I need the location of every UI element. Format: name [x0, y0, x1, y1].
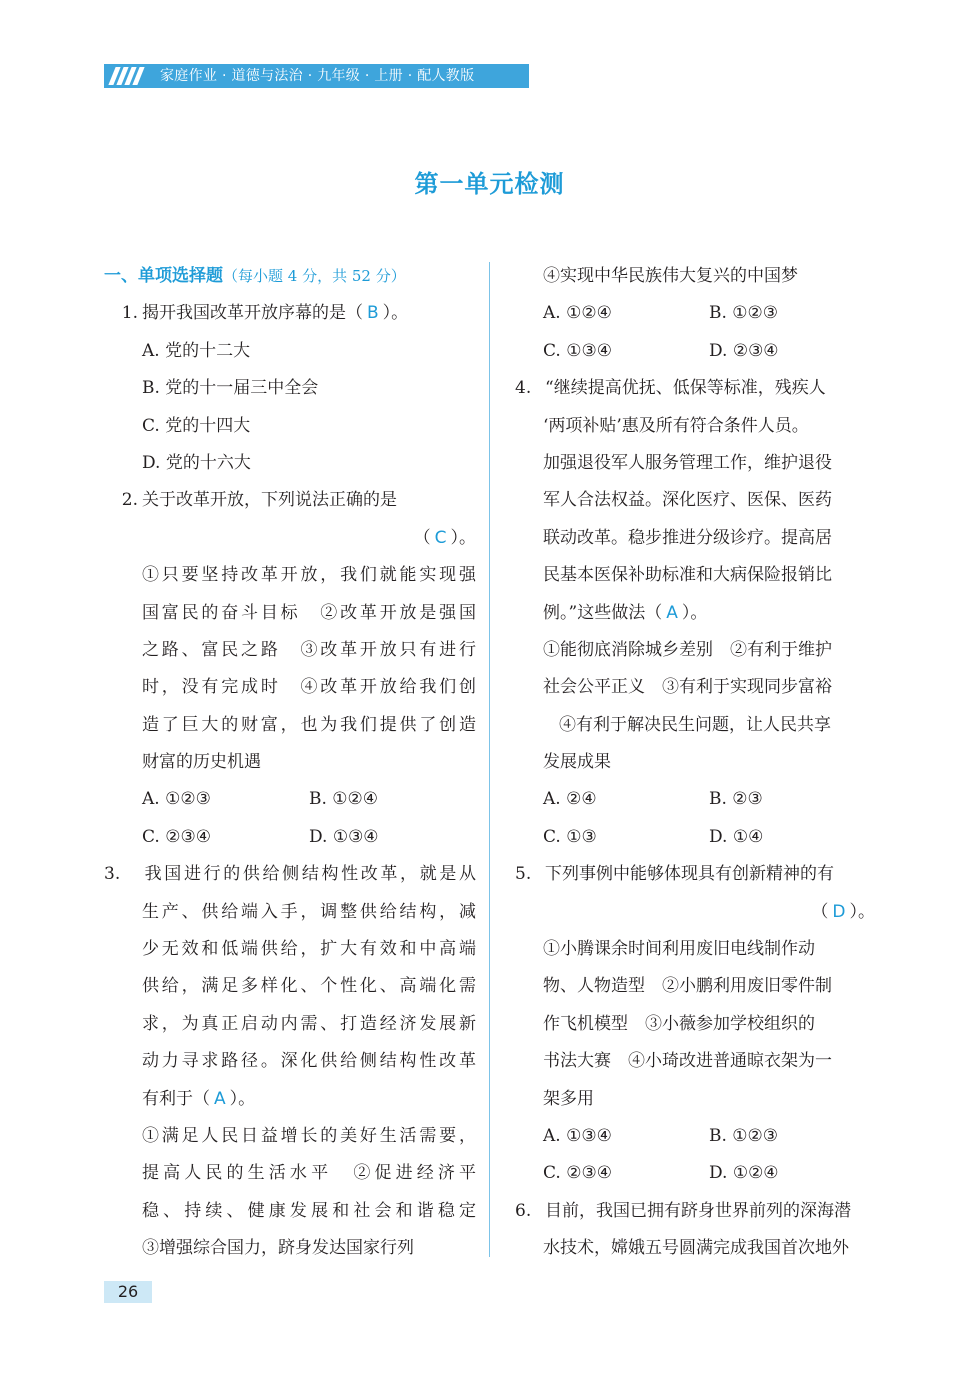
question-line: 求，为真正启动内需、打造经济发展新: [142, 1013, 476, 1034]
option: C. ①③④: [543, 340, 612, 361]
option: A. ①②④: [543, 303, 612, 324]
answer: C: [434, 527, 447, 548]
option: C. ②③④: [543, 1163, 612, 1184]
option-row: [104, 819, 476, 856]
statement-line: 稳、持续、健康发展和社会和谐稳定: [142, 1200, 476, 1221]
question-line: 军人合法权益。深化医疗、医保、医药: [543, 490, 832, 511]
question-line: 生产、供给端入手，调整供给结构，减: [142, 901, 476, 922]
statement-line: 国富民的奋斗目标 ②改革开放是强国: [142, 602, 476, 623]
question-5: 5. 下列事例中能够体现具有创新精神的有: [515, 864, 834, 885]
statement-line: ①满足人民日益增长的美好生活需要，: [142, 1125, 476, 1146]
answer: A: [666, 602, 678, 623]
option: B. ②③: [709, 789, 763, 810]
header-bar: [104, 64, 529, 88]
question-line: ‘两项补贴’惠及所有符合条件人员。: [543, 415, 809, 436]
question-3: 3. 我国进行的供给侧结构性改革，就是从: [104, 864, 476, 885]
left-column: [104, 258, 476, 1268]
statement-line: 架多用: [543, 1088, 594, 1109]
column-divider: [489, 262, 490, 1257]
statement-line: ③增强综合国力，跻身发达国家行列: [142, 1238, 414, 1259]
statement-line: ①能彻底消除城乡差别 ②有利于维护: [543, 639, 832, 660]
option: B. ①②③: [709, 303, 779, 324]
question-1: 1. 揭开我国改革开放序幕的是（ B ）。: [121, 303, 409, 324]
statement-line: 社会公平正义 ③有利于实现同步富裕: [543, 677, 832, 698]
question-line: 民基本医保补助标准和大病保险报销比: [543, 565, 832, 586]
statement-line: 造了巨大的财富，也为我们提供了创造: [142, 714, 476, 735]
right-column: [515, 258, 875, 1268]
section-heading: 一、单项选择题（每小题 4 分，共 52 分）: [104, 266, 406, 286]
option: C. 党的十四大: [142, 415, 251, 436]
option: A. ①②③: [142, 789, 211, 810]
option-row: [515, 1155, 875, 1192]
option: D. ②③④: [709, 340, 779, 361]
statement-line: 时，没有完成时 ④改革开放给我们创: [142, 677, 476, 698]
answer: B: [367, 303, 379, 324]
page-number: 26: [117, 1282, 139, 1301]
statement-line: ④实现中华民族伟大复兴的中国梦: [543, 266, 798, 286]
answer-line: 例。”这些做法（ A ）。: [543, 602, 708, 623]
statement-line: 发展成果: [543, 752, 611, 773]
option: A. 党的十二大: [142, 340, 251, 361]
answer-line: 有利于（ A ）。: [142, 1088, 256, 1109]
question-6: 6. 目前，我国已拥有跻身世界前列的深海潜: [515, 1200, 851, 1221]
question-line: 联动改革。稳步推进分级诊疗。提高居: [543, 527, 832, 548]
statement-line: 书法大赛 ④小琦改进普通晾衣架为一: [543, 1051, 832, 1072]
statement-line: 物、人物造型 ②小鹏利用废旧零件制: [543, 976, 832, 997]
question-2: 2. 关于改革开放，下列说法正确的是: [121, 490, 397, 511]
answer: D: [832, 901, 846, 922]
statement-line: ①小腾课余时间利用废旧电线制作动: [543, 939, 815, 960]
statement-line: 之路、富民之路 ③改革开放只有进行: [142, 639, 476, 660]
question-line: 少无效和低端供给，扩大有效和中高端: [142, 939, 476, 960]
statement-line: 财富的历史机遇: [142, 752, 261, 773]
option-row: [515, 781, 875, 818]
answer-line: （ C ）。: [413, 527, 476, 548]
statement-line: ①只要坚持改革开放，我们就能实现强: [142, 565, 476, 586]
question-4: 4. “继续提高优抚、低保等标准，残疾人: [515, 378, 826, 399]
statement-line: 提高人民的生活水平 ②促进经济平: [142, 1163, 476, 1184]
option: D. ①③④: [309, 826, 379, 847]
option: C. ②③④: [142, 826, 211, 847]
question-line: 加强退役军人服务管理工作，维护退役: [543, 452, 832, 473]
question-line: 水技术，嫦娥五号圆满完成我国首次地外: [543, 1238, 849, 1259]
answer-line: （ D ）。: [811, 901, 875, 922]
option-row: [515, 819, 875, 856]
option: A. ②④: [543, 789, 597, 810]
slash-decoration-icon: [112, 64, 141, 88]
statement-line: 作飞机模型 ③小薇参加学校组织的: [543, 1013, 815, 1034]
header-text: 家庭作业 · 道德与法治 · 九年级 · 上册 · 配人教版: [160, 68, 475, 84]
option: B. ①②④: [309, 789, 379, 810]
option: D. ①④: [709, 826, 764, 847]
option-row: [515, 295, 875, 332]
option: C. ①③: [543, 826, 597, 847]
answer: A: [214, 1088, 226, 1109]
question-line: 动力寻求路径。深化供给侧结构性改革: [142, 1051, 476, 1072]
option: D. ①②④: [709, 1163, 779, 1184]
option: B. ①②③: [709, 1125, 779, 1146]
option-row: [104, 781, 476, 818]
statement-line: ④有利于解决民生问题，让人民共享: [559, 714, 831, 735]
option: A. ①③④: [543, 1125, 612, 1146]
option: D. 党的十六大: [142, 452, 251, 473]
option-row: [515, 1118, 875, 1155]
option: B. 党的十一届三中全会: [142, 378, 319, 399]
page-title: 第一单元检测: [414, 169, 565, 198]
question-line: 供给，满足多样化、个性化、高端化需: [142, 976, 476, 997]
option-row: [515, 333, 875, 370]
